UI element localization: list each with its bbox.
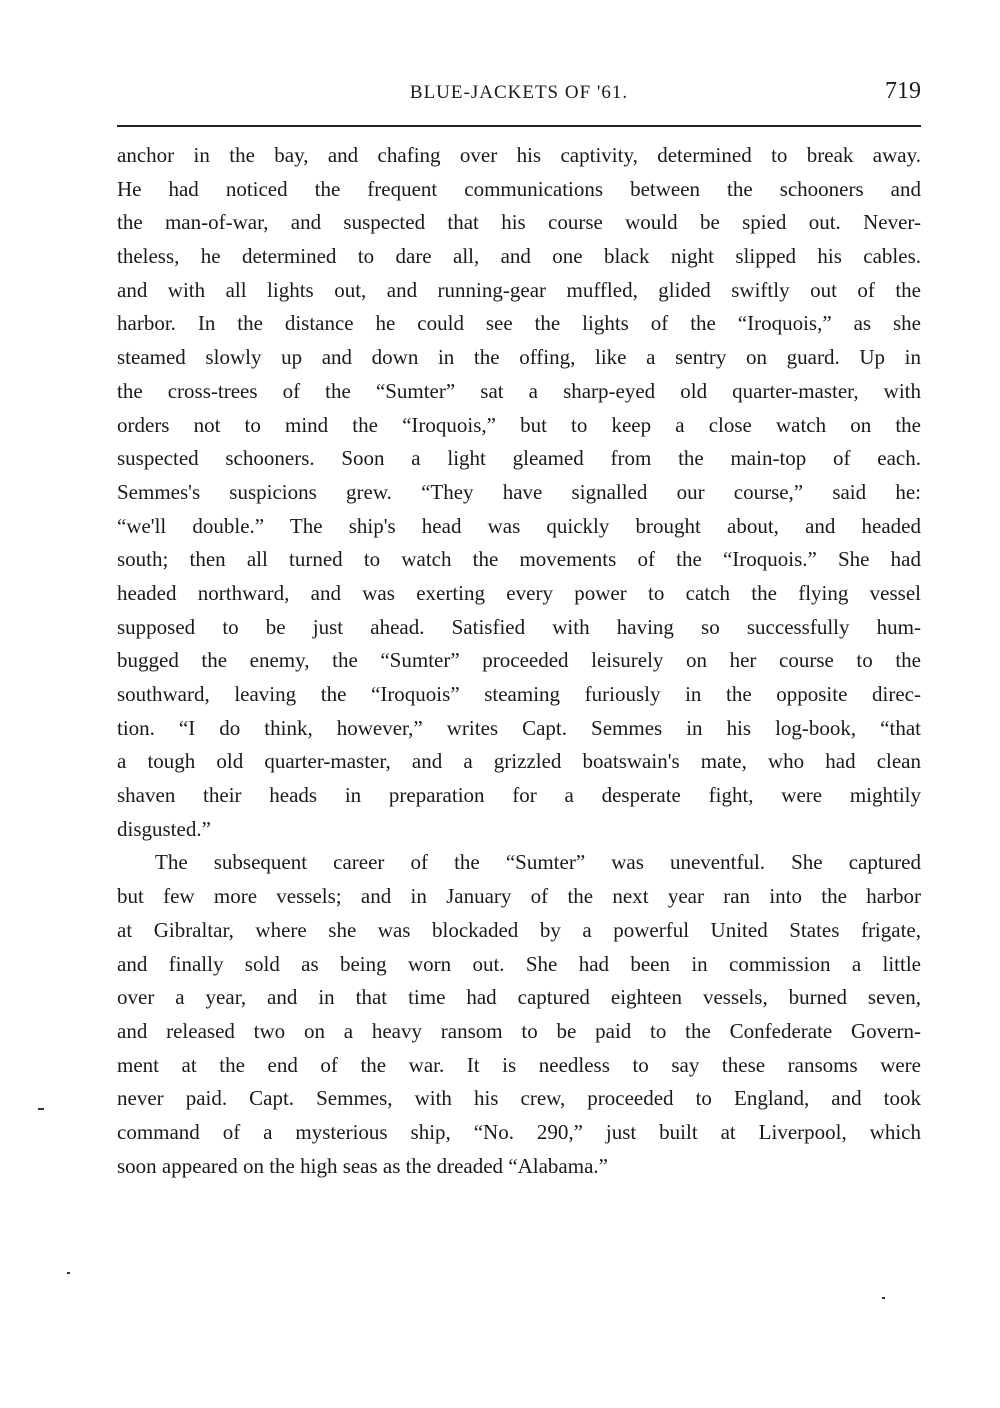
text-line: disgusted.”	[117, 816, 211, 841]
text-line: soon appeared on the high seas as the dreaded “Alabama.”	[117, 1153, 608, 1178]
text-line: south; then all turned to watch the movements of the “Iroquois.” She had	[117, 547, 921, 572]
text-line: southward, leaving the “Iroquois” steaming furiously in the opposite direc-	[117, 682, 921, 706]
text-line: He had noticed the frequent communications between the schooners and	[117, 176, 921, 201]
text-line: suspected schooners. Soon a light gleamed from the main-top of each.	[117, 446, 921, 471]
text-line: theless, he determined to dare all, and one black night slipped his cables.	[117, 244, 921, 269]
running-title: BLUE-JACKETS OF '61.	[409, 82, 629, 103]
text-line: Semmes's suspicions grew. “They have signalled our course,” said he:	[117, 479, 921, 504]
scan-speck	[882, 1297, 885, 1299]
page-number: 719	[885, 78, 921, 104]
text-line: but few more vessels; and in January of the next year ran into the harbor	[117, 884, 921, 909]
text-line: ment at the end of the war. It is needless to say these ransoms were	[117, 1052, 921, 1077]
text-line: steamed slowly up and down in the offing, like a sentry on guard. Up in	[117, 345, 921, 370]
text-line: tion. “I do think, however,” writes Capt. Semmes in his log-book, “that	[117, 715, 921, 740]
text-line: anchor in the bay, and chafing over his captivity, determined to break away.	[117, 143, 921, 167]
text-line: command of a mysterious ship, “No. 290,” just built at Liverpool, which	[117, 1119, 921, 1144]
text-line: and with all lights out, and running-gear muffled, glided swiftly out of the	[117, 277, 921, 302]
paragraph	[117, 846, 921, 1183]
paragraph	[117, 139, 921, 846]
text-line: shaven their heads in preparation for a desperate fight, were mightily	[117, 783, 921, 808]
text-line: headed northward, and was exerting every power to catch the flying vessel	[117, 580, 921, 605]
text-line: “we'll double.” The ship's head was quickly brought about, and headed	[117, 513, 921, 538]
text-line: supposed to be just ahead. Satisfied with having so successfully hum-	[117, 614, 921, 639]
header-rule	[117, 125, 921, 127]
scan-speck	[67, 1272, 70, 1274]
scan-speck	[38, 1108, 44, 1110]
text-line: and finally sold as being worn out. She had been in commission a little	[117, 951, 921, 976]
text-line: bugged the enemy, the “Sumter” proceeded leisurely on her course to the	[117, 648, 921, 673]
text-line: the cross-trees of the “Sumter” sat a sharp-eyed old quarter-master, with	[117, 378, 921, 403]
text-line: and released two on a heavy ransom to be paid to the Confederate Govern-	[117, 1018, 921, 1043]
text-line: at Gibraltar, where she was blockaded by a powerful United States frigate,	[117, 917, 921, 942]
text-line: a tough old quarter-master, and a grizzled boatswain's mate, who had clean	[117, 749, 921, 774]
page-header	[117, 78, 921, 108]
text-line: over a year, and in that time had captured eighteen vessels, burned seven,	[117, 985, 921, 1010]
text-line: harbor. In the distance he could see the lights of the “Iroquois,” as she	[117, 311, 921, 336]
text-line: orders not to mind the “Iroquois,” but to keep a close watch on the	[117, 412, 921, 437]
text-line: never paid. Capt. Semmes, with his crew, proceeded to England, and took	[117, 1086, 921, 1111]
text-line: The subsequent career of the “Sumter” was uneventful. She captured	[155, 850, 921, 875]
body-text	[117, 139, 921, 1183]
text-line: the man-of-war, and suspected that his course would be spied out. Never-	[117, 210, 921, 235]
